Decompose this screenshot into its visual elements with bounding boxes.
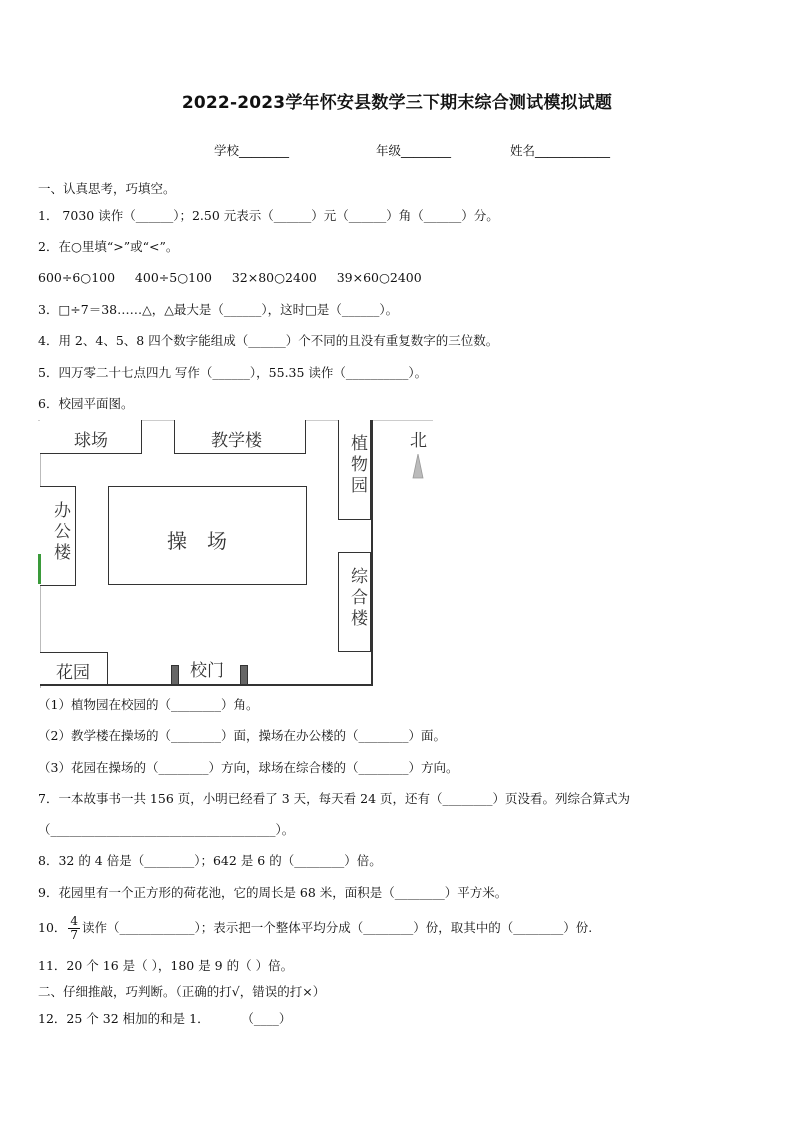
gate-post-left	[171, 665, 179, 685]
school-field: 学校________	[214, 143, 290, 158]
fraction-4-7: $\frac{4}{7}$	[70, 914, 79, 942]
campus-right-wall	[371, 420, 373, 685]
ballcourt-building: 球场	[40, 420, 142, 454]
playground: 操 场	[108, 486, 307, 585]
question-8: 8．32 的 4 倍是（________）；642 是 6 的（________）倍。	[38, 853, 382, 868]
grade-field: 年级________	[376, 143, 452, 158]
botanical-garden: 植物园	[338, 420, 371, 520]
complex-building: 综合楼	[338, 552, 371, 652]
question-11: 11．20 个 16 是（ ），180 是 9 的（ ）倍。	[38, 958, 294, 973]
question-5: 5．四万零二十七点四九 写作（______），55.35 读作（__________）。	[38, 365, 428, 380]
page-title: 2022-2023学年怀安县数学三下期末综合测试模拟试题	[181, 93, 613, 113]
question-2: 2．在○里填“>”或“<”。	[38, 239, 179, 254]
question-7: 7．一本故事书一共 156 页，小明已经看了 3 天，每天看 24 页，还有（________）页没看。列综合算式为	[38, 791, 631, 806]
gate-label: 校门	[190, 661, 224, 681]
section-1-heading: 一、认真思考，巧填空。	[38, 181, 176, 196]
name-field: 姓名____________	[510, 143, 611, 158]
office-building: 办公楼	[40, 486, 76, 586]
map-green-marker	[38, 554, 41, 584]
gate-post-right	[240, 665, 248, 685]
question-6-1: （1）植物园在校园的（________）角。	[38, 697, 259, 712]
question-6-3: （3）花园在操场的（________）方向，球场在综合楼的（________）方向。	[38, 760, 459, 775]
question-9: 9．花园里有一个正方形的荷花池，它的周长是 68 米，面积是（________）平方米。	[38, 885, 508, 900]
question-2-items: 600÷6○100 400÷5○100 32×80○2400 39×60○2400	[38, 270, 422, 285]
question-4: 4．用 2、4、5、8 四个数字能组成（______）个不同的且没有重复数字的三位数。	[38, 333, 499, 348]
question-12: 12．25 个 32 相加的和是 1． （____）	[38, 1011, 292, 1026]
question-7-answer: （____________________________________）。	[38, 822, 295, 837]
north-label: 北	[410, 431, 427, 451]
north-arrow-icon	[412, 454, 424, 480]
teaching-building: 教学楼	[174, 420, 306, 454]
question-1: 1． 7030 读作（______）；2.50 元表示（______）元（______）角（______）分。	[38, 208, 499, 223]
section-2-heading: 二、仔细推敲，巧判断。（正确的打√，错误的打×）	[38, 984, 326, 999]
question-6-2: （2）教学楼在操场的（________）面，操场在办公楼的（________）面。	[38, 728, 446, 743]
garden-area: 花园	[40, 652, 108, 685]
campus-map	[38, 418, 433, 688]
question-3: 3．□÷7＝38……△，△最大是（______），这时□是（______）。	[38, 302, 399, 317]
question-6: 6．校园平面图。	[38, 396, 134, 411]
question-10: 10． $\frac{4}{7}$ 读作（____________）；表示把一个整体平均分成（________）份，取其中的（________）份.	[38, 914, 593, 942]
